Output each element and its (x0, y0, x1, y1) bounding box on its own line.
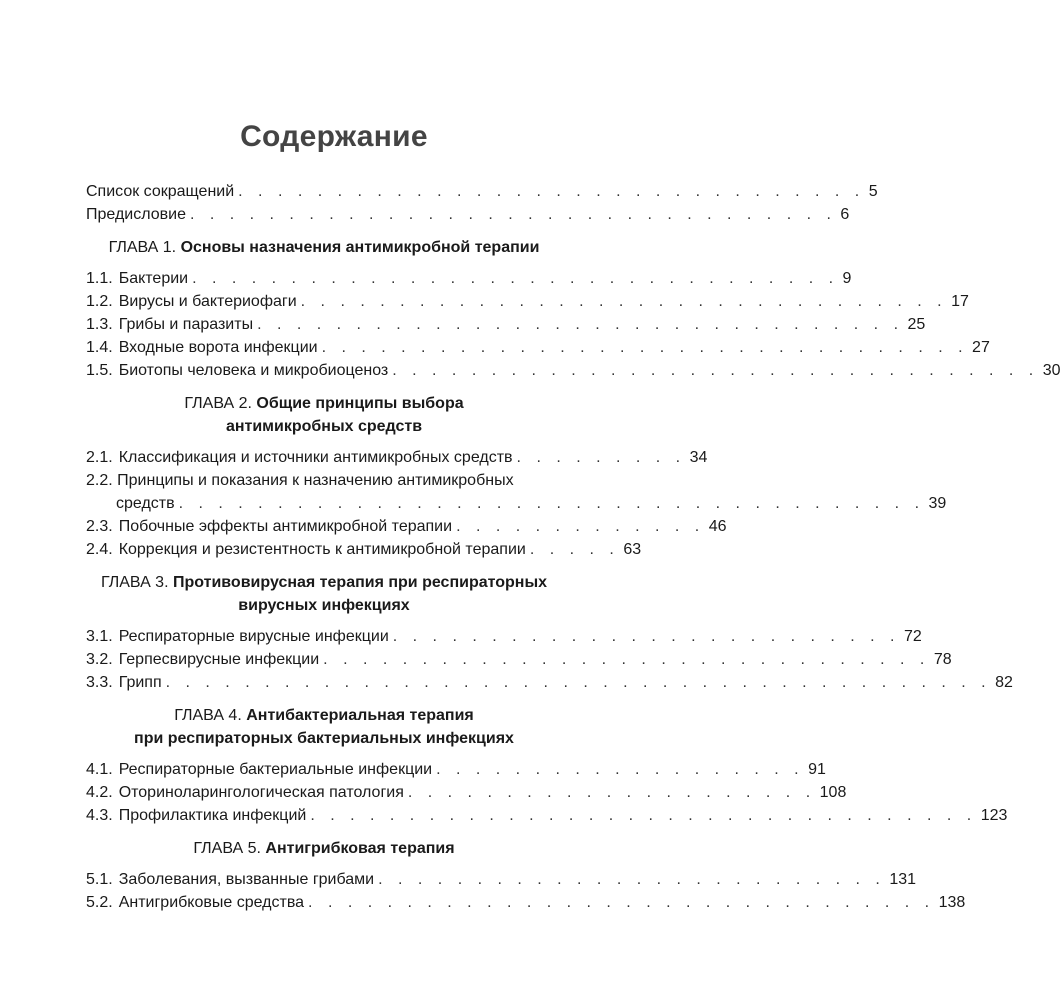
toc-entry[interactable] (86, 868, 917, 891)
toc-entry[interactable] (86, 446, 708, 469)
toc-entry[interactable] (86, 267, 852, 290)
leader-dots: . . . . . . . . . (516, 449, 686, 466)
toc-entry-abbreviations[interactable] (86, 180, 878, 203)
leader-dots: . . . . . . . . . . . . . . . . . . . . . . . . . . . . . . . . . . . . . . . . . . (165, 674, 992, 691)
toc-entry-multiline[interactable] (86, 469, 947, 515)
entry-label: Коррекция и резистентность к антимикробной терапии (118, 541, 526, 558)
chapter-title: Противовирусная терапия при респираторных (172, 574, 548, 591)
leader-dots: . . . . . . . . . . . . . . . . . . . . . (407, 784, 816, 801)
entry-number: 2.1. (86, 449, 113, 466)
entry-label: Входные ворота инфекции (118, 339, 318, 356)
chapter-prefix: ГЛАВА 1. (108, 239, 177, 256)
entry-number: 1.1. (86, 270, 113, 287)
chapter-title: Антигрибковая терапия (265, 840, 455, 857)
leader-dots: . . . . . . . . . . . . . . . . . . . . . . . . . . . . . . . . (308, 894, 935, 911)
leader-dots: . . . . . . . . . . . . . . . . . . . . . . . . . . . . . . . . . (257, 316, 904, 333)
entry-number: 3.1. (86, 628, 113, 645)
entry-page: 131 (889, 871, 917, 888)
entry-page: 17 (951, 293, 969, 310)
toc-entry[interactable] (86, 336, 990, 359)
chapter-title: Общие принципы выбора (256, 395, 464, 412)
leader-dots: . . . . . . . . . . . . . . . . . . . . . . . . . . . . . . . . . (321, 339, 969, 356)
chapter-title: Основы назначения антимикробной терапии (180, 239, 540, 256)
entry-label-continuation: средств (116, 495, 175, 512)
toc-entry[interactable] (86, 359, 1061, 382)
chapter-heading-4[interactable] (86, 704, 562, 750)
chapter-prefix: ГЛАВА 5. (193, 840, 261, 857)
entry-page: 6 (840, 206, 850, 223)
entry-page: 27 (972, 339, 990, 356)
entry-label: Предисловие (86, 206, 186, 223)
entry-label: Респираторные бактериальные инфекции (118, 761, 433, 778)
toc-entry[interactable] (86, 313, 926, 336)
leader-dots: . . . . . . . . . . . . . . . . . . . . . . . . . . . . . . . . . (392, 362, 1039, 379)
toc-entry-preface[interactable] (86, 203, 850, 226)
chapter-prefix: ГЛАВА 3. (100, 574, 169, 591)
chapter-prefix: ГЛАВА 4. (174, 707, 242, 724)
entry-label: Вирусы и бактериофаги (118, 293, 297, 310)
leader-dots: . . . . . . . . . . . . . (456, 518, 705, 535)
entry-number: 2.3. (86, 518, 113, 535)
entry-page: 78 (933, 651, 952, 668)
entry-number: 2.4. (86, 541, 113, 558)
entry-label: Классификация и источники антимикробных средств (118, 449, 513, 466)
entry-number: 4.1. (86, 761, 113, 778)
entry-number: 4.3. (86, 807, 113, 824)
entry-label: Принципы и показания к назначению антимикробных (117, 472, 514, 489)
leader-dots: . . . . . . . . . . . . . . . . . . . (436, 761, 805, 778)
entry-label: Грипп (118, 674, 162, 691)
toc-entry[interactable] (86, 758, 826, 781)
entry-label: Биотопы человека и микробиоценоз (118, 362, 389, 379)
entry-number: 1.2. (86, 293, 113, 310)
entry-label: Бактерии (118, 270, 189, 287)
toc-entry[interactable] (86, 538, 642, 561)
chapter-title-line2: при респираторных бактериальных инфекциях (134, 730, 514, 747)
chapter-heading-2[interactable] (86, 392, 562, 438)
entry-label: Список сокращений (86, 183, 235, 200)
entry-label: Грибы и паразиты (118, 316, 254, 333)
entry-page: 82 (995, 674, 1013, 691)
toc-entry[interactable] (86, 891, 966, 914)
chapter-title: Антибактериальная терапия (246, 707, 474, 724)
entry-label: Заболевания, вызванные грибами (118, 871, 375, 888)
entry-label: Побочные эффекты антимикробной терапии (118, 518, 453, 535)
toc-entry[interactable] (86, 625, 922, 648)
leader-dots: . . . . . (529, 541, 620, 558)
leader-dots: . . . . . . . . . . . . . . . . . . . . . . . . . . . . . . . . . (300, 293, 948, 310)
entry-label: Антигрибковые средства (118, 894, 305, 911)
entry-number: 1.3. (86, 316, 113, 333)
chapter-heading-5[interactable] (86, 837, 562, 860)
page-title: Содержание (240, 120, 428, 153)
entry-page: 108 (819, 784, 847, 801)
entry-page: 72 (903, 628, 922, 645)
leader-dots: . . . . . . . . . . . . . . . . . . . . . . . . . . . . . . . . . . . . . . (178, 495, 925, 512)
entry-page: 46 (708, 518, 727, 535)
entry-label: Респираторные вирусные инфекции (118, 628, 389, 645)
entry-number: 3.2. (86, 651, 113, 668)
toc-entry[interactable] (86, 648, 952, 671)
entry-page: 34 (689, 449, 708, 466)
chapter-prefix: ГЛАВА 2. (184, 395, 252, 412)
entry-page: 63 (623, 541, 642, 558)
entry-page: 9 (842, 270, 852, 287)
entry-number: 3.3. (86, 674, 113, 691)
entry-page: 5 (868, 183, 878, 200)
leader-dots: . . . . . . . . . . . . . . . . . . . . . . . . . . . . . . . . . . (310, 807, 977, 824)
leader-dots: . . . . . . . . . . . . . . . . . . . . . . . . . . . . . . . (323, 651, 930, 668)
entry-number: 4.2. (86, 784, 113, 801)
chapter-heading-1[interactable] (86, 236, 562, 259)
entry-page: 39 (928, 495, 947, 512)
entry-label: Профилактика инфекций (118, 807, 307, 824)
entry-page: 25 (907, 316, 926, 333)
chapter-title-line2: вирусных инфекциях (238, 597, 410, 614)
entry-page: 138 (938, 894, 966, 911)
chapter-heading-3[interactable] (86, 571, 562, 617)
entry-label: Оториноларингологическая патология (118, 784, 404, 801)
toc-entry[interactable] (86, 781, 847, 804)
toc-entry[interactable] (86, 515, 727, 538)
toc-entry[interactable] (86, 804, 1008, 827)
toc-entry[interactable] (86, 671, 1013, 694)
entry-number: 5.1. (86, 871, 113, 888)
leader-dots: . . . . . . . . . . . . . . . . . . . . . . . . . . . . . . . . (238, 183, 865, 200)
chapter-title-line2: антимикробных средств (225, 418, 423, 435)
entry-page: 91 (808, 761, 826, 778)
entry-number: 2.2. (86, 472, 113, 489)
entry-number: 1.4. (86, 339, 113, 356)
toc-entry[interactable] (86, 290, 969, 313)
entry-number: 5.2. (86, 894, 113, 911)
leader-dots: . . . . . . . . . . . . . . . . . . . . . . . . . . (392, 628, 900, 645)
leader-dots: . . . . . . . . . . . . . . . . . . . . . . . . . . (378, 871, 886, 888)
table-of-contents (86, 180, 1061, 914)
leader-dots: . . . . . . . . . . . . . . . . . . . . . . . . . . . . . . . . . (192, 270, 839, 287)
entry-number: 1.5. (86, 362, 113, 379)
entry-page: 30 (1042, 362, 1061, 379)
leader-dots: . . . . . . . . . . . . . . . . . . . . . . . . . . . . . . . . . (189, 206, 837, 223)
entry-page: 123 (980, 807, 1008, 824)
entry-label: Герпесвирусные инфекции (118, 651, 320, 668)
